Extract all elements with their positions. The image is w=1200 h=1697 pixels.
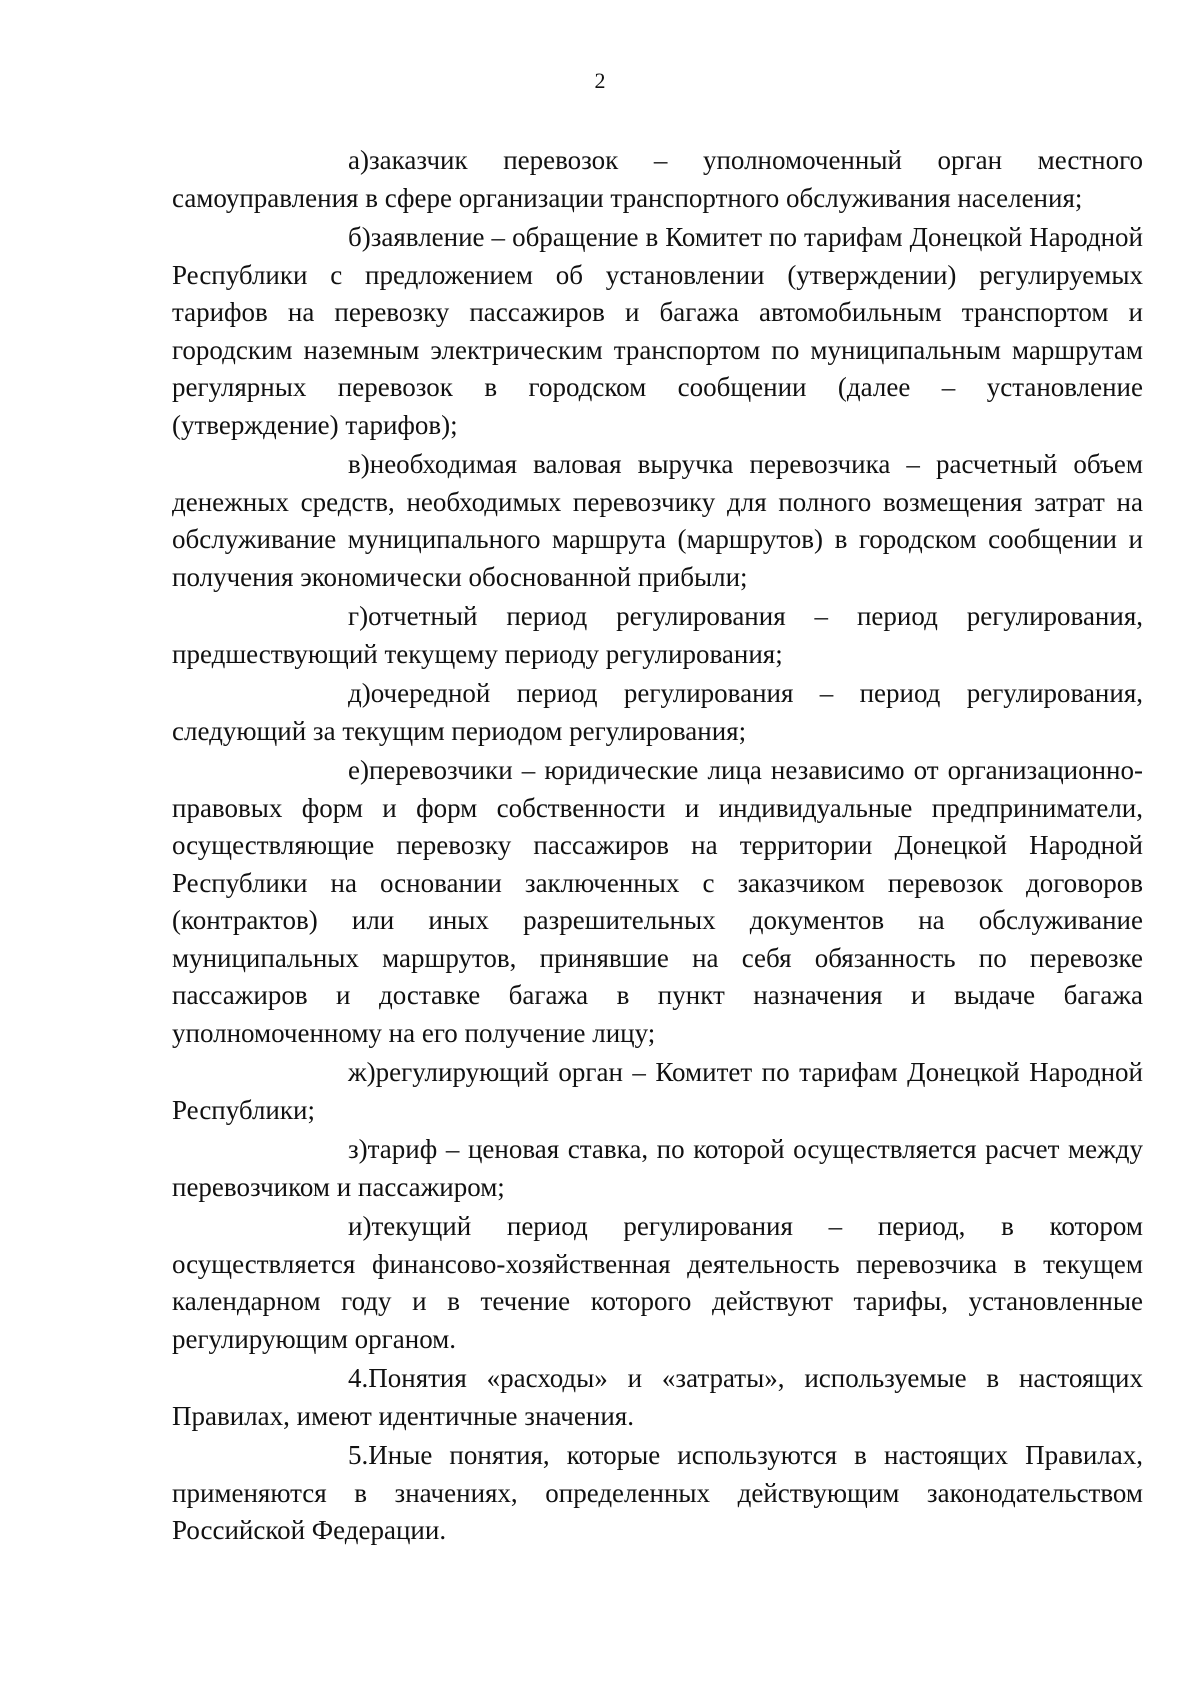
item-text: Иные понятия, которые используются в настоящих Правилах, применяются в значениях, определенных действующим законодательством Российской Федерации. <box>172 1440 1143 1545</box>
item-text: Понятия «расходы» и «затраты», используемые в настоящих Правилах, имеют идентичные значения. <box>172 1363 1143 1431</box>
item-text: заявление – обращение в Комитет по тарифам Донецкой Народной Республики с предложением об установлении (утверждении) регулируемых тарифов на перевозку пассажиров и багажа автомобильным транспортом и городским наземным электрическим транспортом по муниципальным маршрутам регулярных перевозок в городском сообщении (далее – установление (утверждение) тарифов); <box>172 222 1143 440</box>
item-marker: д) <box>348 678 371 708</box>
item-text: заказчик перевозок – уполномоченный орган местного самоуправления в сфере организации транспортного обслуживания населения; <box>172 145 1143 213</box>
definition-b <box>172 219 1143 444</box>
item-text: необходимая валовая выручка перевозчика – расчетный объем денежных средств, необходимых перевозчику для полного возмещения затрат на обслуживание муниципального маршрута (маршрутов) в городском сообщении и получения экономически обоснованной прибыли; <box>172 449 1143 592</box>
item-marker: 5. <box>348 1440 369 1470</box>
item-marker: г) <box>348 601 369 631</box>
item-text: тариф – ценовая ставка, по которой осуществляется расчет между перевозчиком и пассажиром; <box>172 1134 1143 1202</box>
item-marker: 4. <box>348 1363 369 1393</box>
item-text: регулирующий орган – Комитет по тарифам Донецкой Народной Республики; <box>172 1057 1143 1125</box>
item-marker: з) <box>348 1134 368 1164</box>
definition-i <box>172 1208 1143 1358</box>
item-marker: е) <box>348 755 369 785</box>
clause-4 <box>172 1360 1143 1435</box>
item-marker: в) <box>348 449 370 479</box>
document-body <box>172 142 1143 1552</box>
item-text: текущий период регулирования – период, в котором осуществляется финансово-хозяйственная деятельность перевозчика в текущем календарном году и в течение которого действуют тарифы, установленные регулирующим органом. <box>172 1211 1143 1354</box>
definition-v <box>172 446 1143 596</box>
definition-d <box>172 675 1143 750</box>
item-marker: и) <box>348 1211 372 1241</box>
item-marker: ж) <box>348 1057 376 1087</box>
item-text: отчетный период регулирования – период регулирования, предшествующий текущему периоду регулирования; <box>172 601 1143 669</box>
definition-z <box>172 1131 1143 1206</box>
item-text: перевозчики – юридические лица независимо от организационно-правовых форм и форм собственности и индивидуальные предприниматели, осуществляющие перевозку пассажиров на территории Донецкой Народной Республики на основании заключенных с заказчиком перевозок договоров (контрактов) или иных разрешительных документов на обслуживание муниципальных маршрутов, принявшие на себя обязанность по перевозке пассажиров и доставке багажа в пункт назначения и выдаче багажа уполномоченному на его получение лицу; <box>172 755 1143 1048</box>
item-text: очередной период регулирования – период регулирования, следующий за текущим периодом регулирования; <box>172 678 1143 746</box>
definition-zh <box>172 1054 1143 1129</box>
clause-5 <box>172 1437 1143 1550</box>
definition-a <box>172 142 1143 217</box>
definition-g <box>172 598 1143 673</box>
item-marker: а) <box>348 145 369 175</box>
definition-e <box>172 752 1143 1052</box>
item-marker: б) <box>348 222 371 252</box>
page-number: 2 <box>594 68 606 93</box>
